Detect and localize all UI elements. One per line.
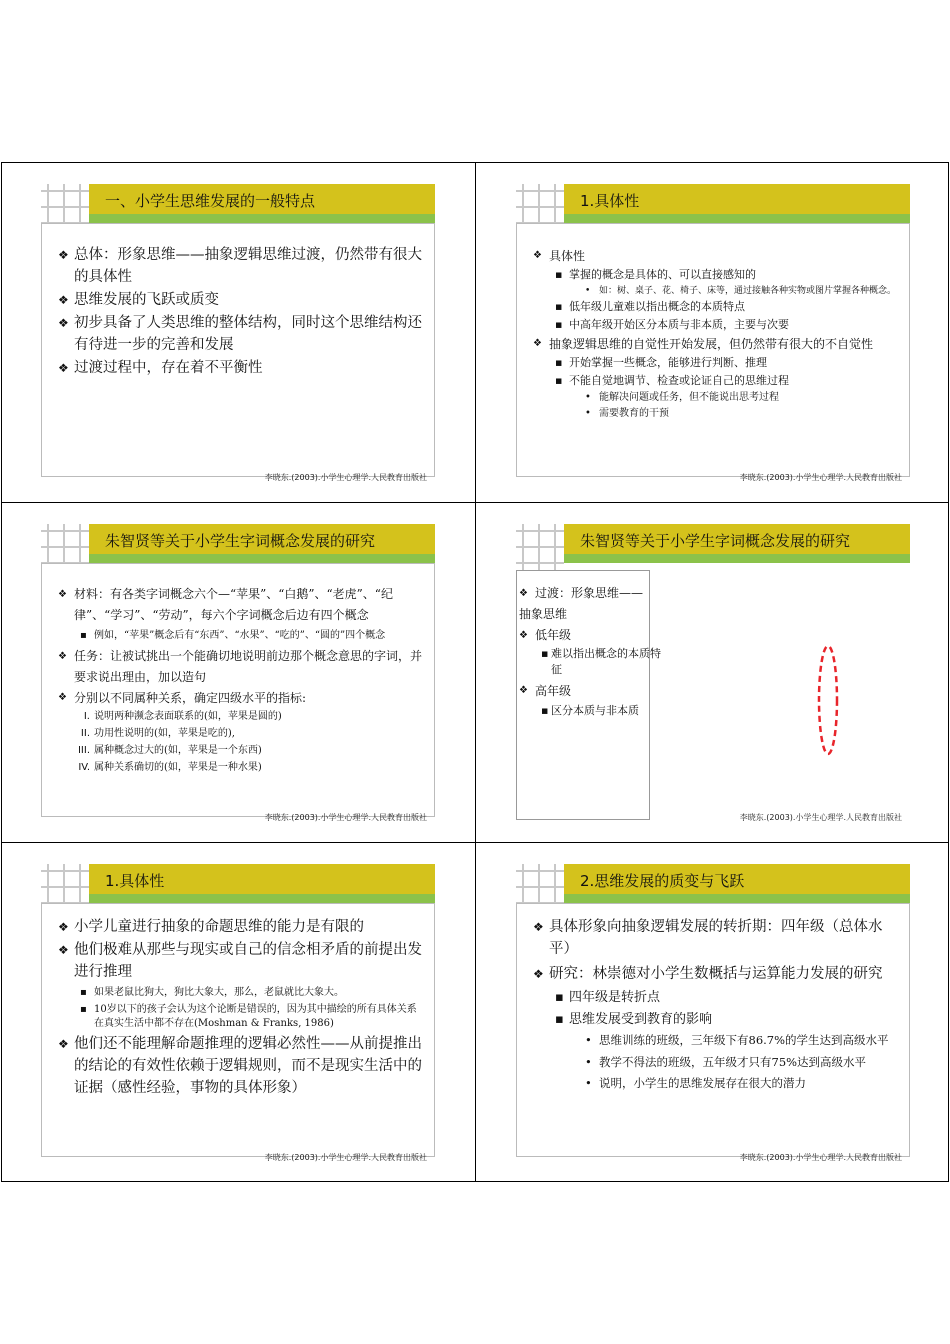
sub-sub-bullet: • 如：树、桌子、花、椅子、床等，通过接触各种实物或图片掌握各种概念。 — [533, 284, 899, 298]
sub-bullet: ▪ 低年级儿童难以指出概念的本质特点 — [533, 298, 899, 316]
sub-sub-bullet: • 说明，小学生的思维发展存在很大的潜力 — [533, 1073, 899, 1093]
sub-bullet: ▪ 10岁以下的孩子会认为这个论断是错误的，因为其中描绘的所有具体关系在真实生活中都不存在(Moshman & Franks, 1986) — [58, 1003, 424, 1031]
bullet: ❖ 材料：有各类字词概念六个—“苹果”、“白鹅”、“老虎”、“纪律”、“学习”、“劳动”，每六个字词概念后边有四个概念 — [58, 584, 424, 626]
title-underline — [89, 214, 435, 223]
title-underline — [89, 554, 435, 563]
sub-bullet: ▪ 区分本质与非本质 — [519, 702, 649, 720]
level-number: IV. — [78, 762, 90, 773]
sub-bullet: ▪ 开始掌握一些概念，能够进行判断、推理 — [533, 354, 899, 372]
level-item — [58, 759, 424, 776]
bullet: ❖ 小学儿童进行抽象的命题思维的能力是有限的 — [58, 916, 424, 938]
slide-content — [41, 903, 435, 1157]
bullet: ❖ 分别以不同属种关系，确定四级水平的指标: — [58, 688, 424, 708]
citation-footer: 李晓东.(2003).小学生心理学.人民教育出版社 — [739, 813, 902, 822]
bullet: ❖ 任务：让被试挑出一个能确切地说明前边那个概念意思的字词，并要求说出理由，加以造句 — [58, 646, 424, 688]
level-item — [58, 742, 424, 759]
bullet: ❖ 初步具备了人类思维的整体结构，同时这个思维结构还有待进一步的完善和发展 — [58, 312, 422, 356]
slide-title-bar — [89, 864, 435, 894]
slide-3 — [1, 502, 475, 842]
bullet: ❖ 他们极难从那些与现实或自己的信念相矛盾的前提出发进行推理 — [58, 939, 424, 983]
sub-bullet: ▪ 掌握的概念是具体的、可以直接感知的 — [533, 266, 899, 284]
slide-content — [516, 570, 661, 820]
sub-bullet: ▪ 难以指出概念的本质特征 — [519, 646, 661, 678]
bullet: ❖ 高年级 — [519, 680, 649, 702]
citation-footer: 李晓东.(2003).小学生心理学.人民教育出版社 — [739, 473, 902, 482]
level-text: 功用性说明的(如，苹果是吃的), — [94, 728, 235, 739]
title-underline — [564, 554, 910, 563]
level-number: I. — [83, 711, 90, 722]
sub-bullet: ▪ 中高年级开始区分本质与非本质，主要与次要 — [533, 316, 899, 334]
slide-content — [41, 223, 435, 477]
level-text: 属种概念过大的(如，苹果是一个东西) — [94, 745, 262, 756]
sub-bullet: ▪ 例如，“苹果”概念后有“东西”、“水果”、“吃的”、“圆的”四个概念 — [58, 626, 424, 646]
title-underline — [564, 214, 910, 223]
bullet: ❖ 总体：形象思维——抽象逻辑思维过渡，仍然带有很大的具体性 — [58, 244, 422, 288]
slide-title: 朱智贤等关于小学生字词概念发展的研究 — [105, 532, 376, 550]
sub-sub-bullet: • 教学不得法的班级，五年级才只有75%达到高级水平 — [533, 1052, 899, 1072]
slide-title: 1.具体性 — [105, 872, 165, 890]
slide-title-bar — [564, 864, 910, 894]
sub-sub-bullet: • 需要教育的干预 — [533, 406, 899, 422]
grid-decoration — [516, 524, 564, 572]
bullet: ❖ 抽象逻辑思维的自觉性开始发展，但仍然带有很大的不自觉性 — [533, 334, 899, 354]
level-item — [58, 725, 424, 742]
citation-footer: 李晓东.(2003).小学生心理学.人民教育出版社 — [739, 1153, 902, 1162]
sub-bullet: ▪ 不能自觉地调节、检查或论证自己的思维过程 — [533, 372, 899, 390]
level-number: III. — [77, 745, 90, 756]
slide-title-bar — [89, 524, 435, 554]
slide-title: 朱智贤等关于小学生字词概念发展的研究 — [580, 532, 851, 550]
slide-content — [516, 903, 910, 1157]
slide-title-bar — [564, 184, 910, 214]
slide-title: 1.具体性 — [580, 192, 640, 210]
bullet: ❖ 思维发展的飞跃或质变 — [58, 289, 422, 311]
sub-sub-bullet: • 能解决问题或任务，但不能说出思考过程 — [533, 390, 899, 406]
bullet: ❖ 具体形象向抽象逻辑发展的转折期：四年级（总体水平） — [533, 916, 899, 960]
slide-title: 2.思维发展的质变与飞跃 — [580, 872, 745, 890]
slide-4 — [476, 502, 950, 842]
slide-2 — [476, 162, 950, 502]
bullet: ❖ 低年级 — [519, 625, 649, 646]
slide-content — [41, 563, 435, 817]
sub-bullet: ▪ 四年级是转折点 — [533, 987, 899, 1008]
title-underline — [89, 894, 435, 903]
slide-title-bar — [564, 524, 910, 554]
sub-bullet: ▪ 如果老鼠比狗大，狗比大象大，那么，老鼠就比大象大。 — [58, 983, 424, 1003]
slide-content — [516, 223, 910, 477]
citation-footer: 李晓东.(2003).小学生心理学.人民教育出版社 — [264, 1153, 427, 1162]
level-text: 属种关系确切的(如，苹果是一种水果) — [94, 762, 262, 773]
citation-footer: 李晓东.(2003).小学生心理学.人民教育出版社 — [264, 473, 427, 482]
bullet: ❖ 他们还不能理解命题推理的逻辑必然性——从前提推出的结论的有效性依赖于逻辑规则，而不是现实生活中的证据（感性经验，事物的具体形象） — [58, 1033, 424, 1099]
slide-title-bar — [89, 184, 435, 214]
bullet-continuation: 抽象思维 — [519, 607, 568, 621]
bullet: ❖ 具体性 — [533, 246, 899, 266]
level-number: II. — [80, 728, 90, 739]
title-underline — [564, 894, 910, 903]
level-item — [58, 708, 424, 725]
slide-title: 一、小学生思维发展的一般特点 — [105, 192, 316, 210]
level-text: 说明两种濒念表面联系的(如，苹果是圆的) — [94, 711, 282, 722]
sub-bullet: ▪ 思维发展受到教育的影响 — [533, 1009, 899, 1030]
bullet: ❖ 过渡：形象思维—— — [519, 583, 649, 604]
citation-footer: 李晓东.(2003).小学生心理学.人民教育出版社 — [264, 813, 427, 822]
sub-sub-bullet: • 思维训练的班级，三年级下有86.7%的学生达到高级水平 — [533, 1032, 899, 1049]
slide-1 — [1, 162, 475, 502]
bullet: ❖ 研究：林崇德对小学生数概括与运算能力发展的研究 — [533, 963, 899, 985]
bullet: ❖ 过渡过程中，存在着不平衡性 — [58, 357, 422, 379]
red-dashed-ellipse — [814, 642, 842, 758]
slide-6 — [476, 842, 950, 1182]
slide-5 — [1, 842, 475, 1182]
